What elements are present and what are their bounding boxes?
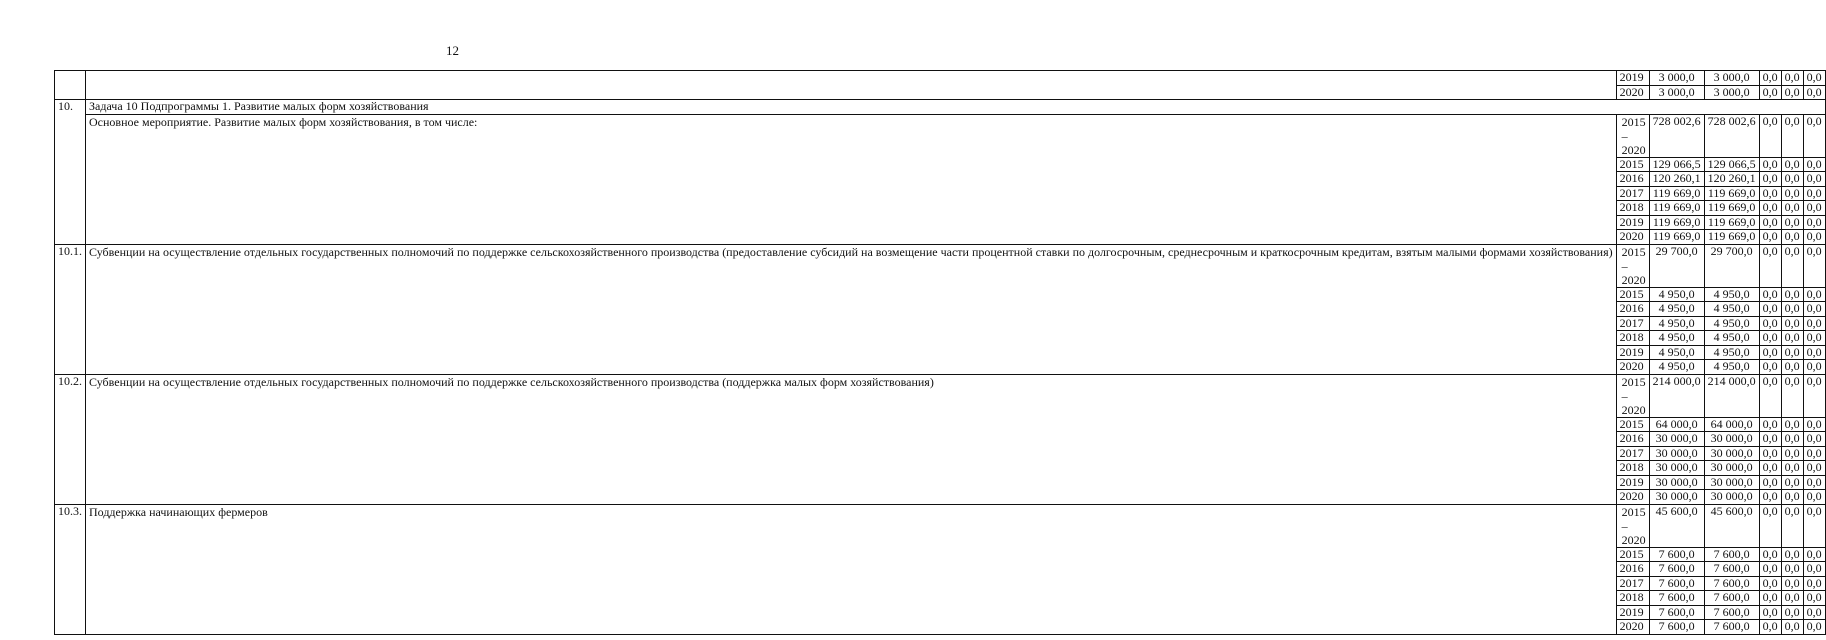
value-cell: 0,0 <box>1803 186 1825 201</box>
total-cell: 120 260,1 <box>1649 172 1704 187</box>
value-cell: 0,0 <box>1759 417 1781 432</box>
value-cell: 0,0 <box>1759 605 1781 620</box>
budget-cell: 129 066,5 <box>1704 157 1759 172</box>
value-cell: 0,0 <box>1803 605 1825 620</box>
total-cell: 119 669,0 <box>1649 215 1704 230</box>
value-cell: 0,0 <box>1803 114 1825 157</box>
value-cell: 0,0 <box>1781 576 1803 591</box>
total-cell: 3 000,0 <box>1649 85 1704 100</box>
year-cell: 2015 <box>1616 417 1649 432</box>
total-cell: 728 002,6 <box>1649 114 1704 157</box>
total-cell: 214 000,0 <box>1649 374 1704 417</box>
value-cell: 0,0 <box>1803 157 1825 172</box>
budget-cell: 7 600,0 <box>1704 547 1759 562</box>
value-cell: 0,0 <box>1781 360 1803 375</box>
value-cell: 0,0 <box>1759 562 1781 577</box>
value-cell: 0,0 <box>1759 374 1781 417</box>
total-cell: 7 600,0 <box>1649 620 1704 635</box>
total-cell: 119 669,0 <box>1649 186 1704 201</box>
value-cell: 0,0 <box>1759 157 1781 172</box>
value-cell: 0,0 <box>1781 591 1803 606</box>
year-cell: 2020 <box>1616 230 1649 245</box>
value-cell: 0,0 <box>1803 287 1825 302</box>
value-cell: 0,0 <box>1781 85 1803 100</box>
total-cell: 4 950,0 <box>1649 331 1704 346</box>
budget-cell: 29 700,0 <box>1704 244 1759 287</box>
total-cell: 64 000,0 <box>1649 417 1704 432</box>
budget-cell: 4 950,0 <box>1704 331 1759 346</box>
budget-cell: 3 000,0 <box>1704 71 1759 86</box>
year-cell: 2020 <box>1616 85 1649 100</box>
table-row <box>55 114 1826 157</box>
value-cell: 0,0 <box>1781 461 1803 476</box>
value-cell: 0,0 <box>1781 316 1803 331</box>
total-cell: 3 000,0 <box>1649 71 1704 86</box>
total-cell: 29 700,0 <box>1649 244 1704 287</box>
value-cell: 0,0 <box>1803 201 1825 216</box>
value-cell: 0,0 <box>1781 417 1803 432</box>
value-cell: 0,0 <box>1759 461 1781 476</box>
value-cell: 0,0 <box>1781 605 1803 620</box>
year-cell: 2016 <box>1616 172 1649 187</box>
budget-cell: 4 950,0 <box>1704 316 1759 331</box>
year-cell: 2015 – 2020 <box>1616 244 1649 287</box>
value-cell: 0,0 <box>1803 302 1825 317</box>
value-cell: 0,0 <box>1781 345 1803 360</box>
total-cell: 30 000,0 <box>1649 446 1704 461</box>
value-cell: 0,0 <box>1803 547 1825 562</box>
value-cell: 0,0 <box>1803 620 1825 635</box>
value-cell: 0,0 <box>1803 360 1825 375</box>
year-cell: 2017 <box>1616 186 1649 201</box>
total-cell: 4 950,0 <box>1649 287 1704 302</box>
year-cell: 2015 – 2020 <box>1616 114 1649 157</box>
value-cell: 0,0 <box>1803 71 1825 86</box>
budget-cell: 7 600,0 <box>1704 620 1759 635</box>
value-cell: 0,0 <box>1781 620 1803 635</box>
budget-cell: 7 600,0 <box>1704 605 1759 620</box>
year-cell: 2015 – 2020 <box>1616 374 1649 417</box>
value-cell: 0,0 <box>1781 244 1803 287</box>
budget-cell: 4 950,0 <box>1704 287 1759 302</box>
value-cell: 0,0 <box>1781 562 1803 577</box>
value-cell: 0,0 <box>1759 186 1781 201</box>
value-cell: 0,0 <box>1759 490 1781 505</box>
value-cell: 0,0 <box>1803 244 1825 287</box>
item-number: 10.1. <box>55 244 86 374</box>
value-cell: 0,0 <box>1803 230 1825 245</box>
year-cell: 2018 <box>1616 461 1649 476</box>
value-cell: 0,0 <box>1759 302 1781 317</box>
value-cell: 0,0 <box>1803 461 1825 476</box>
total-cell: 4 950,0 <box>1649 302 1704 317</box>
task-number: 10. <box>55 100 86 245</box>
value-cell: 0,0 <box>1759 475 1781 490</box>
value-cell: 0,0 <box>1759 432 1781 447</box>
year-cell: 2015 <box>1616 547 1649 562</box>
value-cell: 0,0 <box>1803 475 1825 490</box>
budget-cell: 30 000,0 <box>1704 490 1759 505</box>
value-cell: 0,0 <box>1759 215 1781 230</box>
value-cell: 0,0 <box>1759 71 1781 86</box>
value-cell: 0,0 <box>1803 591 1825 606</box>
value-cell: 0,0 <box>1781 215 1803 230</box>
value-cell: 0,0 <box>1759 547 1781 562</box>
value-cell: 0,0 <box>1781 475 1803 490</box>
table-row <box>55 504 1826 547</box>
year-cell: 2018 <box>1616 591 1649 606</box>
total-cell: 30 000,0 <box>1649 475 1704 490</box>
item-name-cell <box>86 71 1617 100</box>
value-cell: 0,0 <box>1759 201 1781 216</box>
year-cell: 2019 <box>1616 71 1649 86</box>
task-row <box>55 100 1826 115</box>
item-name: Субвенции на осуществление отдельных государственных полномочий по поддержке сельскохозяйственного производства (поддержка малых форм хозяйствования) <box>86 374 1617 504</box>
budget-cell: 119 669,0 <box>1704 186 1759 201</box>
value-cell: 0,0 <box>1759 591 1781 606</box>
value-cell: 0,0 <box>1759 504 1781 547</box>
value-cell: 0,0 <box>1781 230 1803 245</box>
value-cell: 0,0 <box>1759 345 1781 360</box>
total-cell: 4 950,0 <box>1649 345 1704 360</box>
value-cell: 0,0 <box>1803 432 1825 447</box>
value-cell: 0,0 <box>1781 287 1803 302</box>
task-title: Задача 10 Подпрограммы 1. Развитие малых форм хозяйствования <box>86 100 1826 115</box>
table-row <box>55 244 1826 287</box>
total-cell: 30 000,0 <box>1649 432 1704 447</box>
year-cell: 2020 <box>1616 360 1649 375</box>
budget-cell: 214 000,0 <box>1704 374 1759 417</box>
year-cell: 2015 – 2020 <box>1616 504 1649 547</box>
table-row <box>55 71 1826 86</box>
total-cell: 45 600,0 <box>1649 504 1704 547</box>
value-cell: 0,0 <box>1803 85 1825 100</box>
budget-cell: 7 600,0 <box>1704 562 1759 577</box>
budget-cell: 4 950,0 <box>1704 345 1759 360</box>
value-cell: 0,0 <box>1781 446 1803 461</box>
value-cell: 0,0 <box>1759 446 1781 461</box>
value-cell: 0,0 <box>1759 114 1781 157</box>
total-cell: 4 950,0 <box>1649 316 1704 331</box>
value-cell: 0,0 <box>1803 576 1825 591</box>
year-cell: 2015 <box>1616 287 1649 302</box>
budget-cell: 120 260,1 <box>1704 172 1759 187</box>
table-row <box>55 374 1826 417</box>
value-cell: 0,0 <box>1803 331 1825 346</box>
year-cell: 2017 <box>1616 316 1649 331</box>
value-cell: 0,0 <box>1759 244 1781 287</box>
budget-cell: 119 669,0 <box>1704 215 1759 230</box>
budget-table <box>54 70 1826 635</box>
budget-cell: 7 600,0 <box>1704 591 1759 606</box>
value-cell: 0,0 <box>1759 287 1781 302</box>
value-cell: 0,0 <box>1759 316 1781 331</box>
budget-cell: 119 669,0 <box>1704 230 1759 245</box>
value-cell: 0,0 <box>1803 215 1825 230</box>
value-cell: 0,0 <box>1781 114 1803 157</box>
value-cell: 0,0 <box>1803 345 1825 360</box>
value-cell: 0,0 <box>1759 620 1781 635</box>
total-cell: 30 000,0 <box>1649 461 1704 476</box>
budget-cell: 30 000,0 <box>1704 461 1759 476</box>
value-cell: 0,0 <box>1759 230 1781 245</box>
value-cell: 0,0 <box>1803 374 1825 417</box>
value-cell: 0,0 <box>1803 446 1825 461</box>
value-cell: 0,0 <box>1803 417 1825 432</box>
item-number: 10.2. <box>55 374 86 504</box>
item-name: Субвенции на осуществление отдельных государственных полномочий по поддержке сельскохозяйственного производства (предоставление субсидий на возмещение части процентной ставки по долгосрочным, среднесрочным и краткосрочным кредитам, взятым малыми формами хозяйствования) <box>86 244 1617 374</box>
value-cell: 0,0 <box>1781 490 1803 505</box>
year-cell: 2020 <box>1616 490 1649 505</box>
year-cell: 2019 <box>1616 605 1649 620</box>
value-cell: 0,0 <box>1781 302 1803 317</box>
year-cell: 2016 <box>1616 302 1649 317</box>
budget-cell: 4 950,0 <box>1704 302 1759 317</box>
total-cell: 7 600,0 <box>1649 605 1704 620</box>
year-cell: 2017 <box>1616 576 1649 591</box>
total-cell: 7 600,0 <box>1649 591 1704 606</box>
budget-cell: 64 000,0 <box>1704 417 1759 432</box>
value-cell: 0,0 <box>1759 576 1781 591</box>
item-number: 10.3. <box>55 504 86 634</box>
year-cell: 2018 <box>1616 201 1649 216</box>
value-cell: 0,0 <box>1781 186 1803 201</box>
value-cell: 0,0 <box>1803 172 1825 187</box>
year-cell: 2020 <box>1616 620 1649 635</box>
budget-cell: 119 669,0 <box>1704 201 1759 216</box>
value-cell: 0,0 <box>1781 172 1803 187</box>
total-cell: 119 669,0 <box>1649 201 1704 216</box>
year-cell: 2018 <box>1616 331 1649 346</box>
budget-cell: 30 000,0 <box>1704 432 1759 447</box>
item-name: Поддержка начинающих фермеров <box>86 504 1617 634</box>
total-cell: 7 600,0 <box>1649 562 1704 577</box>
year-cell: 2015 <box>1616 157 1649 172</box>
total-cell: 30 000,0 <box>1649 490 1704 505</box>
budget-cell: 30 000,0 <box>1704 446 1759 461</box>
item-name: Основное мероприятие. Развитие малых форм хозяйствования, в том числе: <box>86 114 1617 244</box>
value-cell: 0,0 <box>1781 201 1803 216</box>
total-cell: 129 066,5 <box>1649 157 1704 172</box>
value-cell: 0,0 <box>1781 547 1803 562</box>
value-cell: 0,0 <box>1759 331 1781 346</box>
total-cell: 7 600,0 <box>1649 576 1704 591</box>
total-cell: 119 669,0 <box>1649 230 1704 245</box>
value-cell: 0,0 <box>1803 504 1825 547</box>
total-cell: 4 950,0 <box>1649 360 1704 375</box>
budget-cell: 4 950,0 <box>1704 360 1759 375</box>
value-cell: 0,0 <box>1781 374 1803 417</box>
value-cell: 0,0 <box>1759 172 1781 187</box>
year-cell: 2016 <box>1616 562 1649 577</box>
budget-cell: 728 002,6 <box>1704 114 1759 157</box>
value-cell: 0,0 <box>1781 432 1803 447</box>
page-number: 12 <box>446 43 459 58</box>
year-cell: 2016 <box>1616 432 1649 447</box>
value-cell: 0,0 <box>1759 360 1781 375</box>
value-cell: 0,0 <box>1803 562 1825 577</box>
value-cell: 0,0 <box>1781 157 1803 172</box>
year-cell: 2019 <box>1616 475 1649 490</box>
value-cell: 0,0 <box>1803 316 1825 331</box>
budget-cell: 3 000,0 <box>1704 85 1759 100</box>
value-cell: 0,0 <box>1781 504 1803 547</box>
year-cell: 2019 <box>1616 215 1649 230</box>
budget-cell: 7 600,0 <box>1704 576 1759 591</box>
year-cell: 2017 <box>1616 446 1649 461</box>
value-cell: 0,0 <box>1759 85 1781 100</box>
budget-cell: 45 600,0 <box>1704 504 1759 547</box>
total-cell: 7 600,0 <box>1649 547 1704 562</box>
value-cell: 0,0 <box>1781 331 1803 346</box>
budget-cell: 30 000,0 <box>1704 475 1759 490</box>
item-number-cell <box>55 71 86 100</box>
year-cell: 2019 <box>1616 345 1649 360</box>
value-cell: 0,0 <box>1781 71 1803 86</box>
value-cell: 0,0 <box>1803 490 1825 505</box>
